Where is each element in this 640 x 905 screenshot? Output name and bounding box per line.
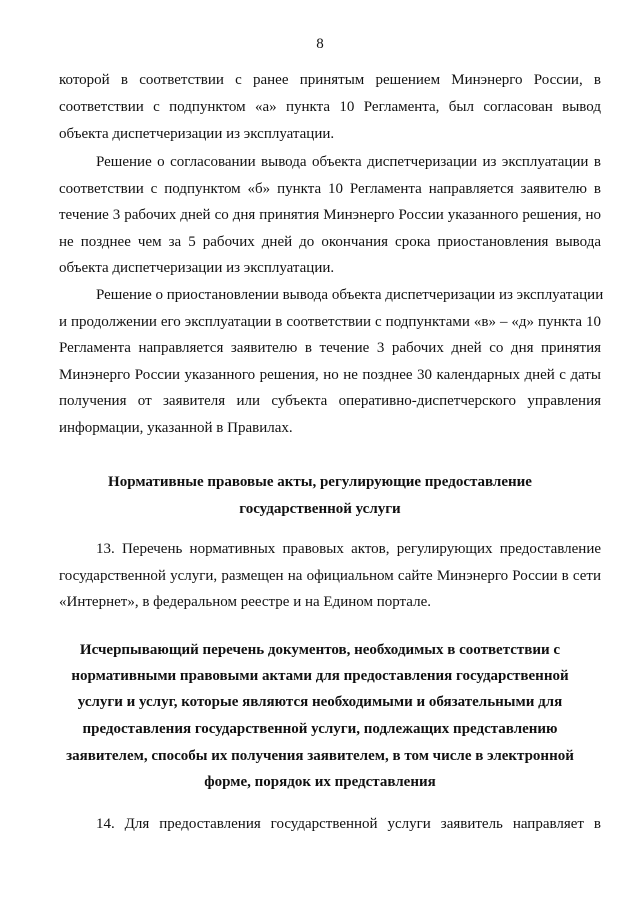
text-line: Решение о согласовании вывода объекта диспетчеризации из эксплуатации в (96, 154, 601, 170)
text-line: Решение о приостановлении вывода объекта диспетчеризации из эксплуатации (96, 287, 604, 303)
section-heading: государственной услуги (239, 501, 401, 517)
text-line: 14. Для предоставления государственной услуги заявитель направляет в (96, 816, 601, 832)
text-line: «Интернет», в федеральном реестре и на Едином портале. (59, 594, 431, 610)
section-heading: нормативными правовыми актами для предоставления государственной (71, 668, 569, 684)
text-line: не позднее чем за 5 рабочих дней до окончания срока приостановления вывода (59, 234, 601, 250)
text-line: объекта диспетчеризации из эксплуатации. (59, 126, 335, 142)
text-line: течение 3 рабочих дней со дня принятия Минэнерго России указанного решения, но (59, 207, 601, 223)
text-line: государственной услуги, размещен на официальном сайте Минэнерго России в сети (59, 568, 601, 584)
text-line: информации, указанной в Правилах. (59, 420, 293, 436)
text-line: соответствии с подпунктом «а» пункта 10 Регламента, был согласован вывод (59, 99, 601, 115)
section-heading: предоставления государственной услуги, подлежащих представлению (82, 721, 558, 737)
section-heading: услуги и услуг, которые являются необходимыми и обязательными для (77, 694, 563, 710)
text-line: и продолжении его эксплуатации в соответствии с подпунктами «в» – «д» пункта 10 (59, 314, 601, 330)
text-line: соответствии с подпунктом «б» пункта 10 Регламента направляется заявителю в (59, 181, 601, 197)
page-number: 8 (316, 36, 324, 52)
section-heading: форме, порядок их представления (204, 774, 436, 790)
text-line: получения от заявителя или субъекта оперативно-диспетчерского управления (59, 393, 601, 409)
section-heading: Исчерпывающий перечень документов, необходимых в соответствии с (79, 642, 561, 658)
text-line: 13. Перечень нормативных правовых актов, регулирующих предоставление (96, 541, 601, 557)
section-heading: Нормативные правовые акты, регулирующие предоставление (108, 474, 532, 490)
section-heading: заявителем, способы их получения заявителем, в том числе в электронной (66, 748, 574, 764)
text-line: Регламента направляется заявителю в течение 3 рабочих дней со дня принятия (59, 340, 601, 356)
text-line: Минэнерго России указанного решения, но не позднее 30 календарных дней с даты (59, 367, 601, 383)
text-line: объекта диспетчеризации из эксплуатации. (59, 260, 335, 276)
text-line: которой в соответствии с ранее принятым решением Минэнерго России, в (59, 72, 601, 88)
